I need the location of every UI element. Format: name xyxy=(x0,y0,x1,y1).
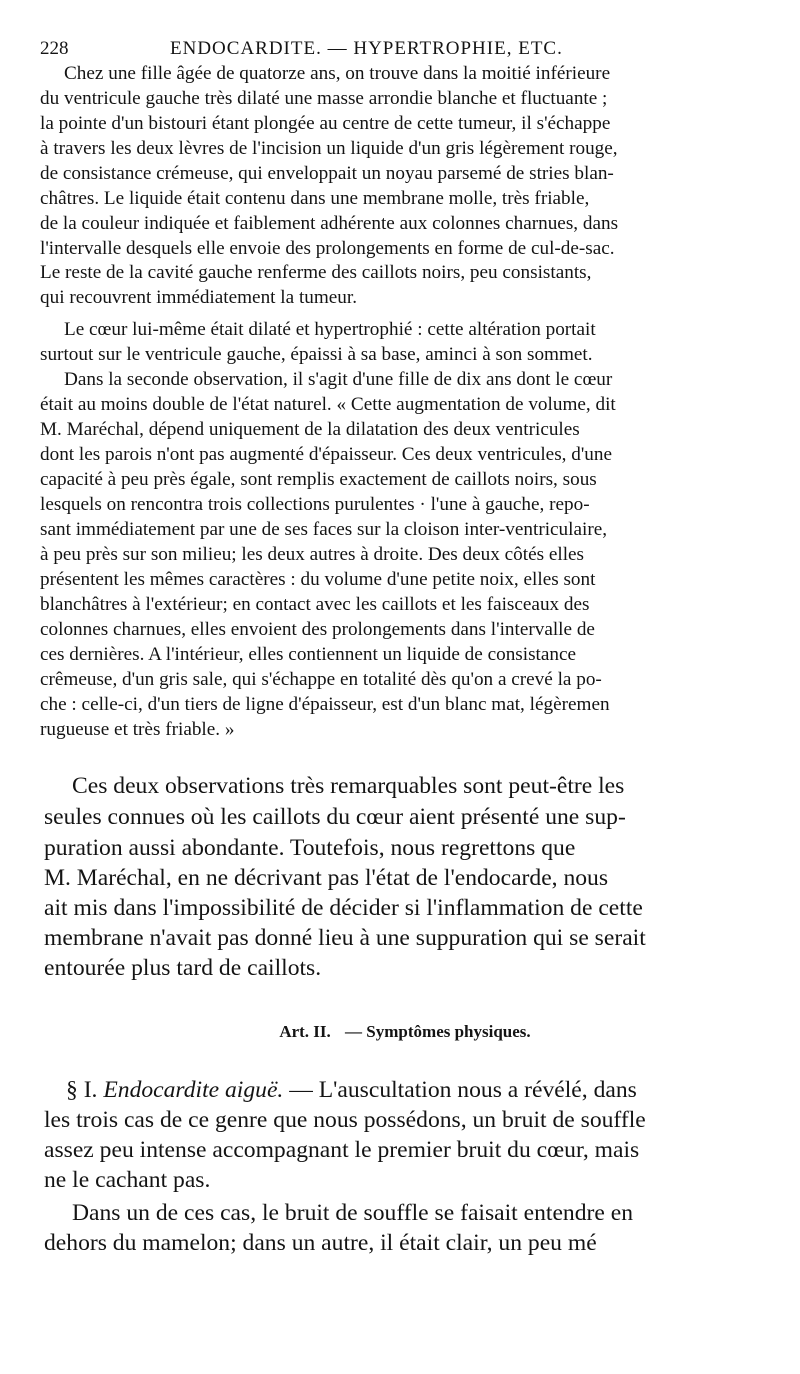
text-line: était au moins double de l'état naturel. « Cette augmentation de volume, dit xyxy=(40,394,616,415)
text-line: à travers les deux lèvres de l'incision un liquide d'un gris légèrement rouge, xyxy=(40,138,618,159)
article-label: Art. II. xyxy=(279,1022,331,1041)
text-line: lesquels on rencontra trois collections purulentes · l'une à gauche, repo- xyxy=(40,494,590,515)
text-line: colonnes charnues, elles envoient des prolongements dans l'intervalle de xyxy=(40,619,595,640)
text-line: capacité à peu près égale, sont remplis exactement de caillots noirs, sous xyxy=(40,469,597,490)
text-line: du ventricule gauche très dilaté une masse arrondie blanche et fluctuante ; xyxy=(40,88,608,109)
text-line: présentent les mêmes caractères : du volume d'une petite noix, elles sont xyxy=(40,569,596,590)
text-line: l'intervalle desquels elle envoie des prolongements en forme de cul-de-sac. xyxy=(40,238,615,259)
text-line: crêmeuse, d'un gris sale, qui s'échappe en totalité dès qu'on a crevé la po- xyxy=(40,669,602,690)
text-line: blanchâtres à l'extérieur; en contact avec les caillots et les faisceaux des xyxy=(40,594,590,615)
text-line: che : celle-ci, d'un tiers de ligne d'épaisseur, est d'un blanc mat, légèremen xyxy=(40,694,610,715)
text-line: M. Maréchal, en ne décrivant pas l'état de l'endocarde, nous xyxy=(44,865,609,891)
text-line: de consistance crémeuse, qui enveloppait un noyau parsemé de stries blan- xyxy=(40,163,614,184)
text-line: assez peu intense accompagnant le premier bruit du cœur, mais xyxy=(44,1137,640,1163)
text-line: entourée plus tard de caillots. xyxy=(44,955,322,981)
text-line: sant immédiatement par une de ses faces sur la cloison inter-ventriculaire, xyxy=(40,519,608,540)
section-mark: § I. xyxy=(66,1077,98,1103)
text-line: Ces deux observations très remarquables sont peut-être les xyxy=(72,773,625,799)
text-line: dehors du mamelon; dans un autre, il était clair, un peu mé xyxy=(44,1230,597,1256)
text-line: ait mis dans l'impossibilité de décider si l'inflammation de cette xyxy=(44,895,643,921)
text-line: la pointe d'un bistouri étant plongée au centre de cette tumeur, il s'échappe xyxy=(40,113,611,134)
text-line: Dans la seconde observation, il s'agit d'une fille de dix ans dont le cœur xyxy=(64,369,613,390)
text-line: qui recouvrent immédiatement la tumeur. xyxy=(40,287,358,308)
text-line: ne le cachant pas. xyxy=(44,1167,211,1193)
text-line: Le reste de la cavité gauche renferme des caillots noirs, peu consistants, xyxy=(40,262,592,283)
text-line: surtout sur le ventricule gauche, épaissi à sa base, aminci à son sommet. xyxy=(40,344,593,365)
text-line: membrane n'avait pas donné lieu à une suppuration qui se serait xyxy=(44,925,646,951)
text-line: Dans un de ces cas, le bruit de souffle se faisait entendre en xyxy=(72,1200,634,1226)
article-heading xyxy=(0,1022,800,1042)
text-line: ces dernières. A l'intérieur, elles contiennent un liquide de consistance xyxy=(40,644,577,665)
text-line: seules connues où les caillots du cœur aient présenté une sup- xyxy=(44,804,626,830)
text-line: châtres. Le liquide était contenu dans une membrane molle, très friable, xyxy=(40,188,590,209)
text-line: M. Maréchal, dépend uniquement de la dilatation des deux ventricules xyxy=(40,419,580,440)
article-title: — Symptômes physiques. xyxy=(345,1022,531,1041)
text-line: dont les parois n'ont pas augmenté d'épaisseur. Ces deux ventricules, d'une xyxy=(40,444,613,465)
section-title: Endocardite aiguë. xyxy=(103,1077,284,1103)
text-line: de la couleur indiquée et faiblement adhérente aux colonnes charnues, dans xyxy=(40,213,619,234)
text-line: puration aussi abondante. Toutefois, nous regrettons que xyxy=(44,835,576,861)
text-line: rugueuse et très friable. » xyxy=(40,719,235,740)
running-title: ENDOCARDITE. — HYPERTROPHIE, ETC. xyxy=(170,38,563,59)
text-line: Le cœur lui-même était dilaté et hypertrophié : cette altération portait xyxy=(64,319,596,340)
section-first-line xyxy=(66,1076,637,1105)
text-line: les trois cas de ce genre que nous possédons, un bruit de souffle xyxy=(44,1107,646,1133)
text-line: à peu près sur son milieu; les deux autres à droite. Des deux côtés elles xyxy=(40,544,585,565)
section-first-line-text: — L'auscultation nous a révélé, dans xyxy=(289,1077,637,1103)
page-number: 228 xyxy=(40,38,69,59)
text-line: Chez une fille âgée de quatorze ans, on trouve dans la moitié inférieure xyxy=(64,63,611,84)
